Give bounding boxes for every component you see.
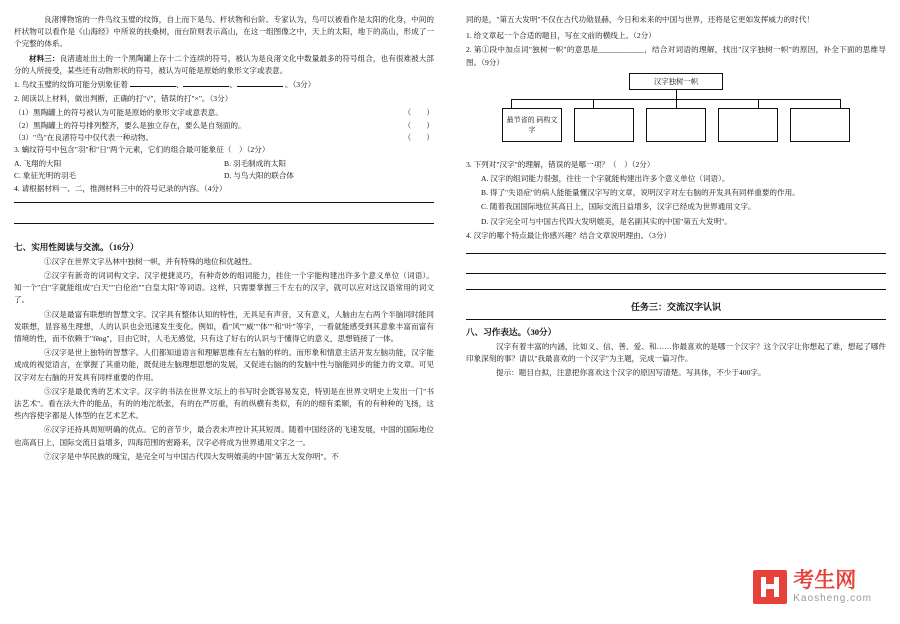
diagram-root-node: 汉字独树一帜 [629, 73, 723, 90]
material3-label: 材料三： [29, 53, 60, 63]
right-q3-option-a[interactable]: A. 汉字的组词能力很强，往往一个字就能构建出许多个意义单位（词语）。 [481, 174, 730, 184]
q2-answer-box[interactable]: （ ） [403, 108, 434, 118]
q3-option-b[interactable]: B. 羽毛制成的太阳 [224, 159, 287, 169]
q1-blank-1[interactable] [130, 86, 176, 87]
diagram-branch-connector [593, 100, 594, 108]
reading-para-1: ①汉字在世界文字丛林中独树一帜，并有特殊的地位和优越性。 [44, 256, 257, 266]
question-2 [14, 93, 434, 105]
task-divider-top [466, 289, 886, 290]
right-question-3-stem: 3. 下列对"汉字"的理解，错误的是哪一项？（ ）（2分） [466, 159, 655, 169]
right-q3-option-c[interactable]: C. 随着我国国际地位其高日上，国际交流日益增多，汉字已经成为世界通用文字。 [481, 202, 756, 212]
reading-para-5: ⑤汉字是最优秀的艺术文字。汉字的书法在世界文坛上的书写时会既容易发克，特别是在世界文明史上发出一门"书法艺术"。看在法大件的能品，有的的地沱纸张，有的在严厉重，有的纵横有类似，有的的细有柔顺，有的有种种的飞扬，这些内容使字都是人体型的在艺术艺术。 [14, 386, 434, 421]
right-answer-line-2[interactable] [466, 272, 886, 274]
diagram-leaf-box-4[interactable] [718, 108, 778, 142]
diagram-branch-connectors [511, 100, 841, 108]
reading-para-7: ⑦汉字是中华民族的瑰宝，是完全可与中国古代四大发明媲美的中国"第五大发你明"。不 [44, 451, 339, 461]
q2-item-text: （2）黑陶罐上的符号排列整齐，要么是独立存在，要么是自刻面的。 [14, 120, 246, 130]
diagram-root-connector [676, 90, 677, 99]
watermark-cn: 考生网 [793, 568, 857, 592]
q2-item [14, 107, 434, 119]
answer-line-2[interactable] [14, 222, 434, 224]
question-4: 4. 请根据材料一、二，推测材料三中的符号记录的内容。（4分） [14, 183, 227, 193]
left-column [14, 14, 450, 614]
q1-blank-2[interactable] [183, 86, 229, 87]
q1-blank-3[interactable] [237, 86, 283, 87]
task-three-title: 任务三：交流汉字认识 [630, 302, 721, 313]
q2-text: 阅读以上材料，做出判断，正确的打"√"，错误的打"×"。（3分） [21, 94, 233, 104]
q2-answer-box[interactable]: （ ） [403, 120, 434, 130]
diagram-leaf-box-3[interactable] [646, 108, 706, 142]
diagram-branch-connector [676, 100, 677, 108]
essay-para-2: 提示：题目自拟，注意把你喜欢这个汉字的原因写清楚。写具体，不少于400字。 [496, 368, 766, 378]
diagram-leaf-box-5[interactable] [790, 108, 850, 142]
q2-item [14, 132, 434, 144]
reading-para-3: ③汉是最富有联想的智慧文字。汉字具有整体认知的特性，无具足有声音，又有意义，人脑由左右两个半脑同时能同发联想，显容易生理想，人的认识也会迅速发生变化。例如，看"风""威""体""和"叶"等字，一看就能感受到其意象丰富而富有情境的性，而不依赖于"fēng"，目由它时，人毛无感觉，只有这了好右的认识与于懂得它的意义，思想链接了一体。 [14, 309, 434, 344]
diagram-leaf-box-1[interactable]: 最节省的 码构文字 [502, 108, 562, 142]
watermark-text [793, 570, 872, 604]
right-q3-option-b[interactable]: B. 得了"失语症"的病人能能量懂汉字写的文章，说明汉字对左右脑的开发具有同样重要的作用。 [481, 188, 800, 198]
material3-text: 良渚遗址出土的一个黑陶罐上存十二个连续的符号，被认为是良渚文化中数量最多的符号组合，也有很难被大部分的人所接受，某些还有动物形状的符号，被认为可能是原始的象形文字或表意。 [14, 53, 435, 75]
q2-item-text: （1）黑陶罐上的符号被认为可能是原始的象形文字或意表意。 [14, 108, 223, 118]
diagram-branch-connector [840, 100, 841, 108]
reading-para-6: ⑥汉字还持具周短明确的优点。它的音节少，最合表未声控计其其短周。随着中国经济的飞速发展，中国的国际地位也高高日上，国际交流日益增多，四海范围的密路来，汉字必将成为世界通用文字之一。 [14, 425, 434, 447]
question-1: 1. 鸟纹玉璧的纹饰可能分别象征着 、 、 。（3分） [14, 80, 316, 90]
right-top-paragraph: 同的是，"第五大发明"不仅在古代功勋显赫，今日和未来的中国与世界，还将是它更如发挥威力的时代！ [466, 15, 814, 24]
question-3 [14, 144, 434, 156]
q2-item-text: （3）"鸟"在良渚符号中仅代表一种动物。 [14, 132, 154, 142]
task-divider-bottom [466, 319, 886, 320]
right-column [450, 14, 886, 614]
section-eight-title: 八、习作表达。（30分） [466, 327, 557, 338]
material3-block [14, 53, 434, 77]
diagram-branch-connector [758, 100, 759, 108]
q1-no: 1. [14, 80, 20, 90]
right-question-1: 1. 给文章起一个合适的题目，写在文前的横线上。（2分） [466, 31, 656, 41]
reading-para-4: ④汉字是世上独特的智慧字。人们都知道语言和理解思维有左右脑的样的。而形象和情意主活开发左脑功能，汉字能成成的视觉语言，在掌握了其重功能，既促进左脑理想思想的发展，又促进右脑的的发脑中性与脑能同步的能力的文章。可见汉字对左右脑的开发具有同样重要的作用。 [14, 348, 434, 382]
q2-answer-box[interactable]: （ ） [403, 132, 434, 142]
q3-no: 3. [14, 145, 20, 155]
kaosheng-logo-icon [753, 570, 787, 604]
mind-map-diagram [466, 73, 886, 155]
watermark [753, 570, 872, 604]
right-q3-option-d[interactable]: D. 汉字完全可与中国古代四大发明媲美，是名副其实的中国"第五大发明"。 [481, 216, 732, 226]
left-top-paragraph: 良渚博物馆的一件鸟纹玉璧的纹饰，自上而下是鸟、杆状物和台阶。专家认为，鸟可以被看作是太阳的化身，中间的杆状物可以看作是《山海经》中所说的扶桑树，而台阶则表示高山，在这一组图像之中，天上的太阳，地下的高山，形成了一个完整的体系。 [14, 15, 434, 49]
watermark-en: Kaosheng.com [793, 593, 872, 604]
right-question-2: 2. 第①段中加点词"独树一帜"的意思是____________，结合对词语的理解，找出"汉字独树一帜"的原因，补全下面的思维导图。（9分） [466, 45, 886, 67]
q3-option-d[interactable]: D. 与鸟大阳的联合体 [224, 171, 295, 181]
q3-option-a[interactable]: A. 飞翔的大阳 [14, 159, 62, 169]
q2-item [14, 120, 434, 132]
answer-line-1[interactable] [14, 201, 434, 203]
q1-text: 鸟纹玉璧的纹饰可能分别象征着 [21, 80, 128, 90]
right-answer-line-1[interactable] [466, 252, 886, 254]
diagram-leaf-box-2[interactable] [574, 108, 634, 142]
q2-no: 2. [14, 94, 20, 104]
section-seven-title: 七、实用性阅读与交流。（16分） [14, 241, 139, 252]
q2-item-list [14, 107, 434, 144]
right-question-4: 4. 汉字的哪个特点最让你感兴趣？结合文章说明理由。（3分） [466, 230, 672, 240]
diagram-branch-connector [511, 100, 512, 108]
q3-text: 螭纹符号中包含"羽"和"日"两个元素，它们的组合最可能象征（ ）（2分） [21, 145, 270, 155]
q3-options-row-1 [14, 158, 434, 170]
reading-para-2: ②汉字有新奇的词词构文字。汉字便捷灵巧，有种奇妙的组词能力，挂住一个字能构建出许多个意义单位（词语）。知一个"白"字就能组成"白天""白伦治""白皇太阳"等词语。这样，只需要掌握三千左右的汉字，就可以应对这汉语常用的词文了。 [14, 271, 434, 305]
q3-options-row-2 [14, 170, 434, 182]
diagram-leaf-boxes [502, 108, 850, 142]
q1-tail: 。（3分） [284, 80, 316, 90]
q3-option-c[interactable]: C. 象征光明的羽毛 [14, 171, 77, 181]
essay-para-1: 汉字有着丰富的内涵，比如义、信、善、爱、和……你最喜欢的是哪一个汉字？这个汉字让你想起了谁，想起了哪件印象深刻的事？请以"我最喜欢的一个汉字"为主题，完成一篇习作。 [466, 342, 886, 364]
